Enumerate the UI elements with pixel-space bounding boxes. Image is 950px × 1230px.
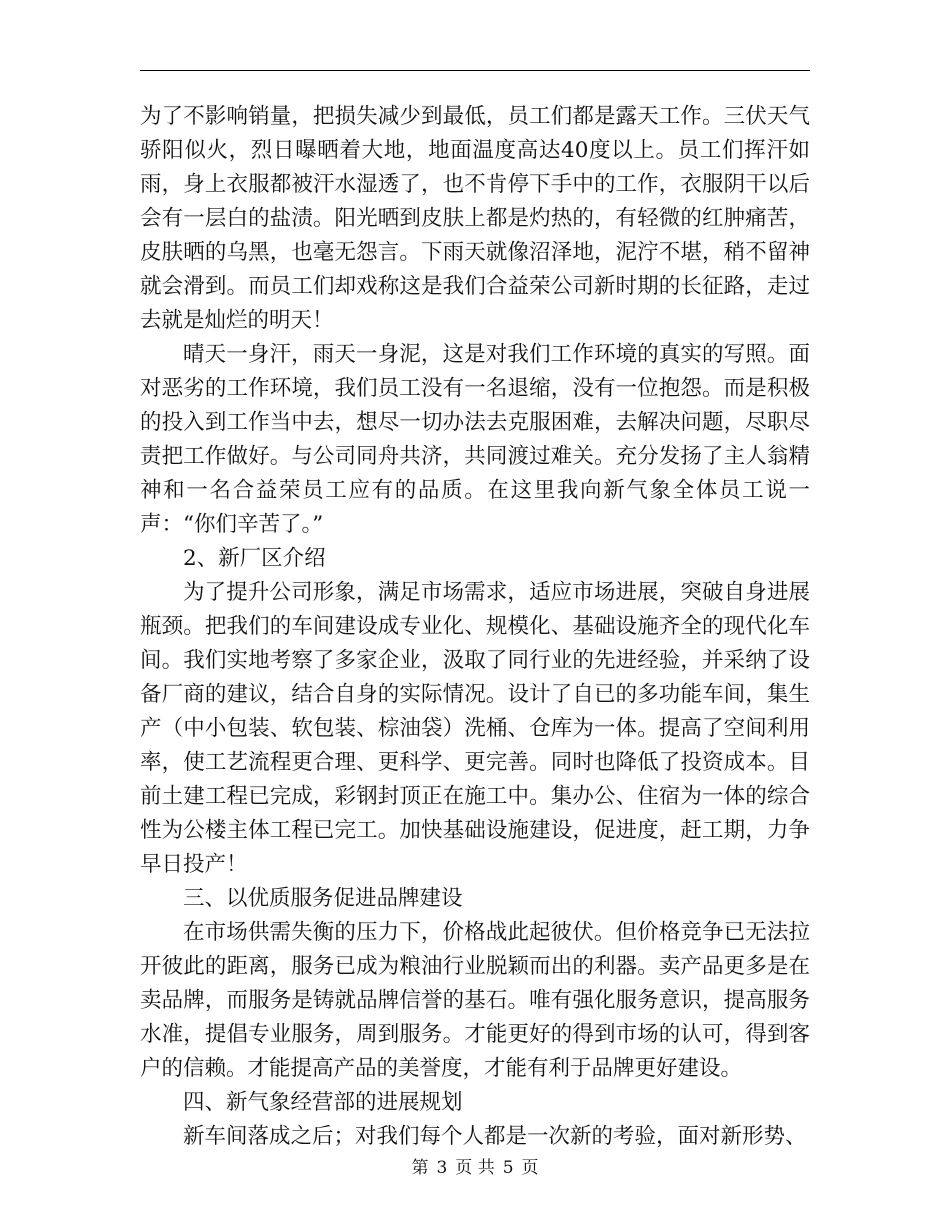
footer-suffix: 页 xyxy=(521,1158,539,1178)
footer-prefix: 第 xyxy=(411,1158,429,1178)
section-heading-development-plan: 四、新气象经营部的进展规划 xyxy=(183,1090,463,1115)
total-page-count: 5 xyxy=(502,1158,514,1178)
header-rule xyxy=(140,70,810,71)
footer-middle: 页 共 xyxy=(455,1158,495,1178)
document-body xyxy=(140,100,810,1154)
paragraph-development-plan: 新车间落成之后；对我们每个人都是一次新的考验，面对新形势、 xyxy=(183,1124,807,1149)
paragraph-service-brand: 在市场供需失衡的压力下，价格战此起彼伏。但价格竞争已无法拉开彼此的距离，服务已成为粮油行业脱颖而出的利器。卖产品更多是在卖品牌，而服务是铸就品牌信誉的基石。唯有强化服务意识，提高服务水准，提倡专业服务，周到服务。才能更好的得到市场的认可，得到客户的信赖。才能提高产品的美誉度，才能有利于品牌更好建设。 xyxy=(140,920,810,1081)
page-footer xyxy=(0,1158,950,1178)
section-heading-new-plant: 2、新厂区介绍 xyxy=(183,546,326,571)
paragraph-new-plant: 为了提升公司形象，满足市场需求，适应市场进展，突破自身进展瓶颈。把我们的车间建设成专业化、规模化、基础设施齐全的现代化车间。我们实地考察了多家企业，汲取了同行业的先进经验，并采纳了设备厂商的建议，结合自身的实际情况。设计了自已的多功能车间，集生产（中小包装、软包装、棕油袋）洗桶、仓库为一体。提高了空间利用率，使工艺流程更合理、更科学、更完善。同时也降低了投资成本。目前土建工程已完成，彩钢封顶正在施工中。集办公、住宿为一体的综合性为公楼主体工程已完工。加快基础设施建设，促进度，赶工期，力争早日投产！ xyxy=(140,580,810,877)
paragraph-staff-praise: 晴天一身汗，雨天一身泥，这是对我们工作环境的真实的写照。面对恶劣的工作环境，我们员工没有一名退缩，没有一位抱怨。而是积极的投入到工作当中去，想尽一切办法去克服困难，去解决问题，尽职尽责把工作做好。与公司同舟共济，共同渡过难关。充分发扬了主人翁精神和一名合益荣员工应有的品质。在这里我向新气象全体员工说一声：“你们辛苦了。” xyxy=(140,342,810,537)
paragraph-working-conditions: 为了不影响销量，把损失减少到最低，员工们都是露天工作。三伏天气骄阳似火，烈日曝晒着大地，地面温度高达40度以上。员工们挥汗如雨，身上衣服都被汗水湿透了，也不肯停下手中的工作，衣服阴干以后会有一层白的盐渍。阳光晒到皮肤上都是灼热的，有轻微的红肿痛苦，皮肤晒的乌黑，也毫无怨言。下雨天就像沼泽地，泥泞不堪，稍不留神就会滑到。而员工们却戏称这是我们合益荣公司新时期的长征路，走过去就是灿烂的明天！ xyxy=(140,104,810,333)
current-page-number: 3 xyxy=(436,1158,448,1178)
section-heading-service-brand: 三、以优质服务促进品牌建设 xyxy=(183,886,463,911)
